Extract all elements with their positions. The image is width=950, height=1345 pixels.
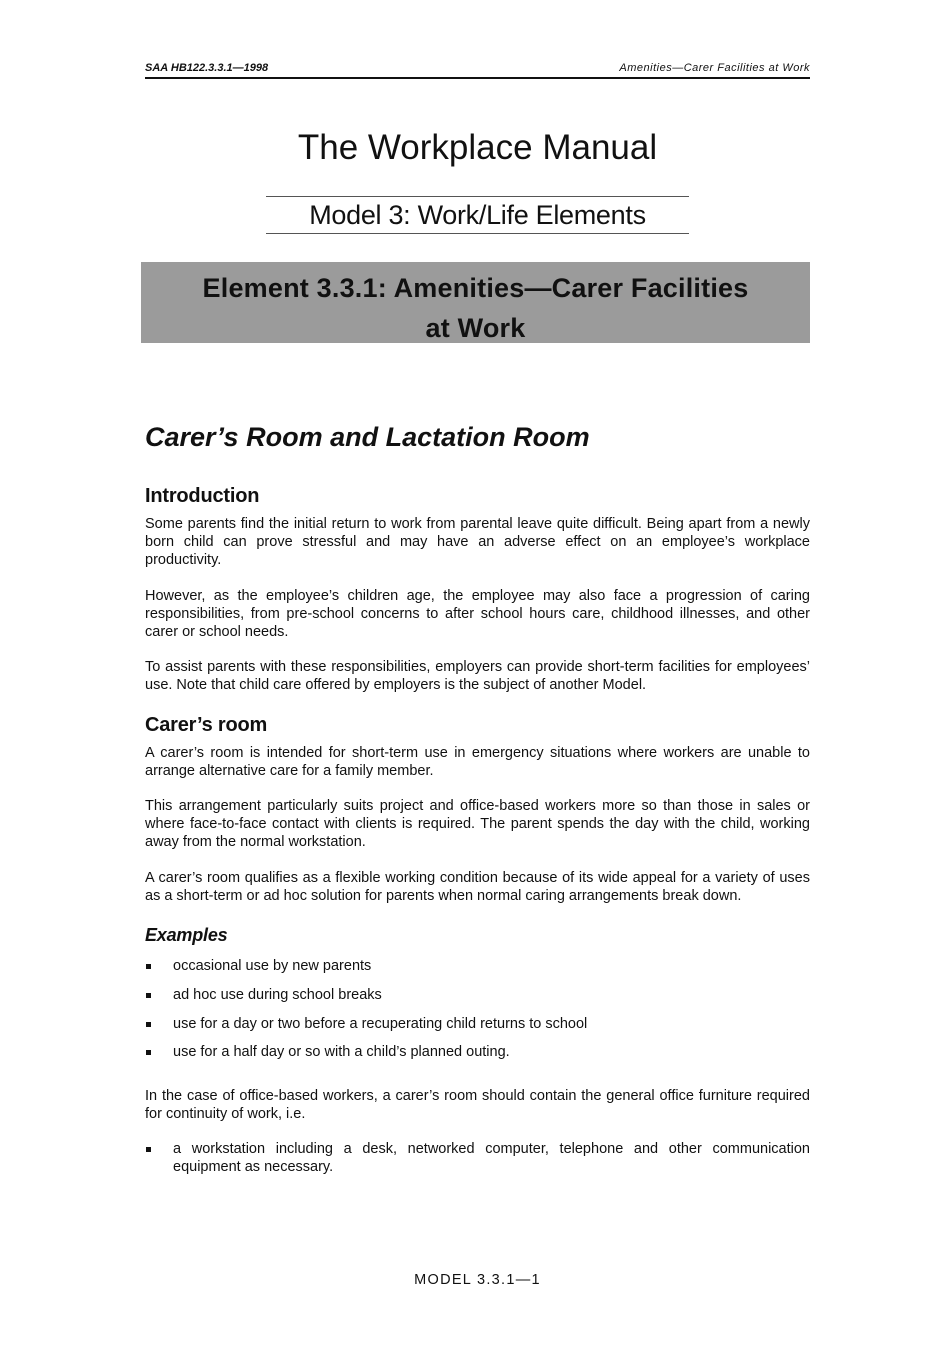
list-item — [145, 1140, 810, 1176]
element-banner — [141, 262, 810, 343]
model-title-box — [266, 196, 689, 234]
element-title-line-1: Element 3.3.1: Amenities—Carer Facilities — [202, 273, 749, 303]
list-item-text: ad hoc use during school breaks — [173, 986, 382, 1003]
carers-room-paragraph-3: A carer’s room qualifies as a flexible working condition because of its wide appeal for a variety of uses as a short-term or ad hoc solution for parents when normal caring arrangements break down. — [145, 869, 810, 904]
manual-title: The Workplace Manual — [297, 128, 658, 167]
examples-list — [145, 957, 810, 1062]
list-item — [145, 957, 810, 975]
examples-heading: Examples — [145, 925, 228, 946]
square-bullet-icon — [146, 993, 151, 998]
header-document-code: SAA HB122.3.3.1—1998 — [145, 62, 269, 74]
list-item-text: a workstation including a desk, networked computer, telephone and other communication equipment as necessary. — [173, 1141, 810, 1176]
office-furniture-list — [145, 1140, 810, 1176]
list-item-text: use for a half day or so with a child’s planned outing. — [173, 1044, 510, 1061]
element-title — [141, 262, 810, 348]
introduction-paragraph-1: Some parents find the initial return to work from parental leave quite difficult. Being apart from a newly born child can prove stressful and may have an adverse effect on an employee’s workplace productivity. — [145, 516, 810, 569]
model-title: Model 3: Work/Life Elements — [309, 200, 646, 230]
square-bullet-icon — [146, 964, 151, 969]
introduction-heading: Introduction — [145, 485, 260, 507]
element-title-line-2: at Work — [425, 313, 526, 343]
square-bullet-icon — [146, 1147, 151, 1152]
square-bullet-icon — [146, 1050, 151, 1055]
running-header — [145, 61, 810, 79]
list-item — [145, 986, 810, 1004]
office-furniture-paragraph: In the case of office-based workers, a carer’s room should contain the general office furniture required for continuity of work, i.e. — [145, 1087, 810, 1122]
square-bullet-icon — [146, 1022, 151, 1027]
carers-room-heading: Carer’s room — [145, 713, 268, 736]
page-footer: MODEL 3.3.1—1 — [414, 1272, 541, 1288]
list-item — [145, 1015, 810, 1033]
introduction-paragraph-2: However, as the employee’s children age, the employee may also face a progression of caring responsibilities, from pre-school concerns to after school hours care, childhood illnesses, and other carer or school needs. — [145, 587, 810, 641]
carers-room-paragraph-2: This arrangement particularly suits project and office-based workers more so than those in sales or where face-to-face contact with clients is required. The parent spends the day with the child, working away from the normal workstation. — [145, 798, 810, 851]
list-item-text: occasional use by new parents — [173, 958, 372, 975]
header-section-title: Amenities—Carer Facilities at Work — [619, 62, 810, 74]
list-item — [145, 1043, 810, 1061]
introduction-paragraph-3: To assist parents with these responsibilities, employers can provide short-term facilities for employees’ use. Note that child care offered by employers is the subject of another Model. — [145, 659, 810, 694]
section-title: Carer’s Room and Lactation Room — [145, 422, 590, 452]
carers-room-paragraph-1: A carer’s room is intended for short-term use in emergency situations where workers are unable to arrange alternative care for a family member. — [145, 744, 810, 779]
list-item-text: use for a day or two before a recuperating child returns to school — [173, 1015, 588, 1032]
main-content — [145, 418, 810, 1187]
